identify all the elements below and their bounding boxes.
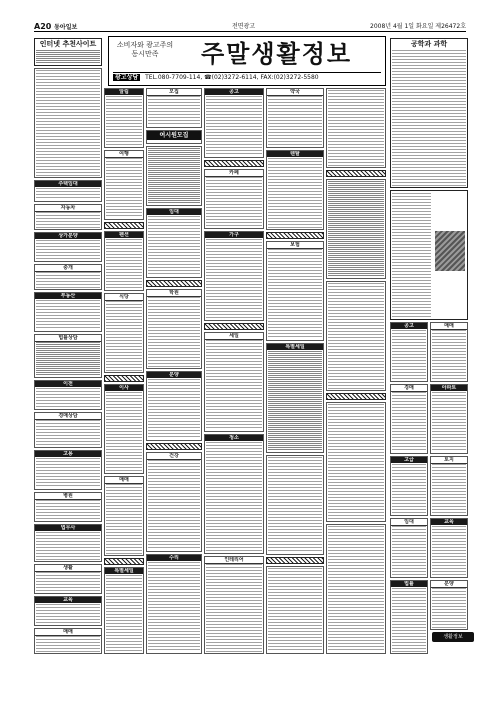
center-c-pattern-1	[266, 232, 324, 239]
center-d-ad-2	[326, 179, 386, 279]
center-d-pattern-2	[326, 393, 386, 400]
center-ad-3: 임대	[146, 208, 202, 278]
center-pattern-2	[146, 443, 202, 450]
col2-ad-3: 펜션	[104, 231, 144, 291]
center-ad-5: 분양	[146, 371, 202, 441]
left-ad-14: 매매	[34, 628, 102, 654]
center-c-ad-1: 약국	[266, 88, 324, 148]
left-ad-1: 주택임대	[34, 180, 102, 202]
recruit-title: 여시원모집	[147, 131, 201, 140]
banner-subtitle: 소비자와 광고주의 동시만족	[116, 41, 174, 58]
banner-title: 주말생활정보	[201, 39, 353, 68]
left-ad-3: 상가분양	[34, 232, 102, 262]
col2-pattern-2	[104, 375, 144, 382]
left-ad-8: 경매상담	[34, 412, 102, 448]
right-mid-text	[392, 193, 431, 318]
right-article-mid	[390, 190, 468, 320]
col2-ad-2: 여행	[104, 150, 144, 220]
center-b-ad-4: 세일	[204, 332, 264, 432]
header-rule	[34, 31, 466, 32]
col2-ad-4: 식당	[104, 293, 144, 373]
center-ad-7: 수리	[146, 554, 202, 654]
right-ad-3: 경매	[390, 384, 428, 454]
footer-badge: 생활정보	[432, 632, 474, 642]
recommended-sites-title: 인터넷 추천사이트	[39, 40, 97, 48]
section-title: 전면광고	[232, 23, 256, 30]
center-c-pattern-2	[266, 557, 324, 564]
center-d-ad-1	[326, 88, 386, 168]
center-d-pattern-1	[326, 170, 386, 177]
left-ad-5: 부동산	[34, 292, 102, 332]
right-ad-6: 토지	[430, 456, 468, 516]
center-c-ad-3: 보험	[266, 241, 324, 341]
col2-pattern-1	[104, 222, 144, 229]
right-article-title: 공학과 과학	[410, 40, 448, 48]
right-article-text	[392, 50, 466, 186]
page-header	[34, 22, 466, 32]
right-ad-7: 임대	[390, 518, 428, 578]
center-b-pattern-1	[204, 160, 264, 167]
center-d-ad-3	[326, 281, 386, 391]
center-c-ad-5	[266, 455, 324, 555]
center-b-ad-2: 카페	[204, 169, 264, 229]
left-ad-11: 법무사	[34, 524, 102, 562]
right-ad-9: 법률	[390, 580, 428, 654]
right-ad-1: 공고	[390, 322, 428, 382]
recommended-sites-box	[34, 38, 102, 66]
recommended-sites-text	[36, 50, 100, 64]
left-ad-9: 고용	[34, 450, 102, 490]
left-ad-2: 자동차	[34, 204, 102, 230]
center-c-ad-4: 특별세일	[266, 343, 324, 453]
center-ad-1: 모집	[146, 88, 202, 128]
center-ad-2	[146, 146, 202, 206]
center-c-ad-6	[266, 566, 324, 654]
left-article-text	[36, 70, 100, 176]
left-ad-7: 이전	[34, 380, 102, 410]
article-photo	[435, 231, 465, 271]
col2-ad-7: 특별세일	[104, 567, 144, 654]
center-ad-6: 건강	[146, 452, 202, 552]
center-b-ad-1: 공고	[204, 88, 264, 158]
right-ad-8: 교육	[430, 518, 468, 578]
issue-date: 2008년 4월 1일 화요일 제26472호	[370, 23, 466, 30]
center-d-ad-4	[326, 402, 386, 522]
center-b-ad-6: 인테리어	[204, 556, 264, 654]
contact-label: 광고상담	[115, 74, 139, 81]
center-recruit-title-box	[146, 130, 202, 144]
center-d-ad-5	[326, 524, 386, 654]
right-ad-2: 매매	[430, 322, 468, 382]
col2-pattern-3	[104, 558, 144, 565]
center-b-ad-3: 가구	[204, 231, 264, 321]
left-article-block	[34, 68, 102, 178]
banner-contact	[113, 72, 381, 83]
left-ad-6: 법률상담	[34, 334, 102, 378]
right-ad-4: 아파트	[430, 384, 468, 454]
center-b-pattern-2	[204, 323, 264, 330]
page-number: A20 동아일보	[34, 22, 78, 31]
col2-ad-1: 알림	[104, 88, 144, 148]
right-article-top	[390, 38, 468, 188]
right-ad-10: 분양	[430, 580, 468, 630]
masthead-banner	[108, 36, 386, 86]
left-ad-10: 병원	[34, 492, 102, 522]
col2-ad-6: 매매	[104, 476, 144, 556]
contact-numbers: TEL.080-7709-114, ☎(02)3272-6114, FAX:(02)3272-5580	[145, 74, 319, 81]
center-pattern-1	[146, 280, 202, 287]
right-ad-5: 고급	[390, 456, 428, 516]
center-c-ad-2: 렌탈	[266, 150, 324, 230]
col2-ad-5: 이사	[104, 384, 144, 474]
left-ad-13: 교육	[34, 596, 102, 626]
center-b-ad-5: 청소	[204, 434, 264, 554]
center-ad-4: 학원	[146, 289, 202, 369]
left-ad-12: 생활	[34, 564, 102, 594]
left-ad-4: 중개	[34, 264, 102, 290]
